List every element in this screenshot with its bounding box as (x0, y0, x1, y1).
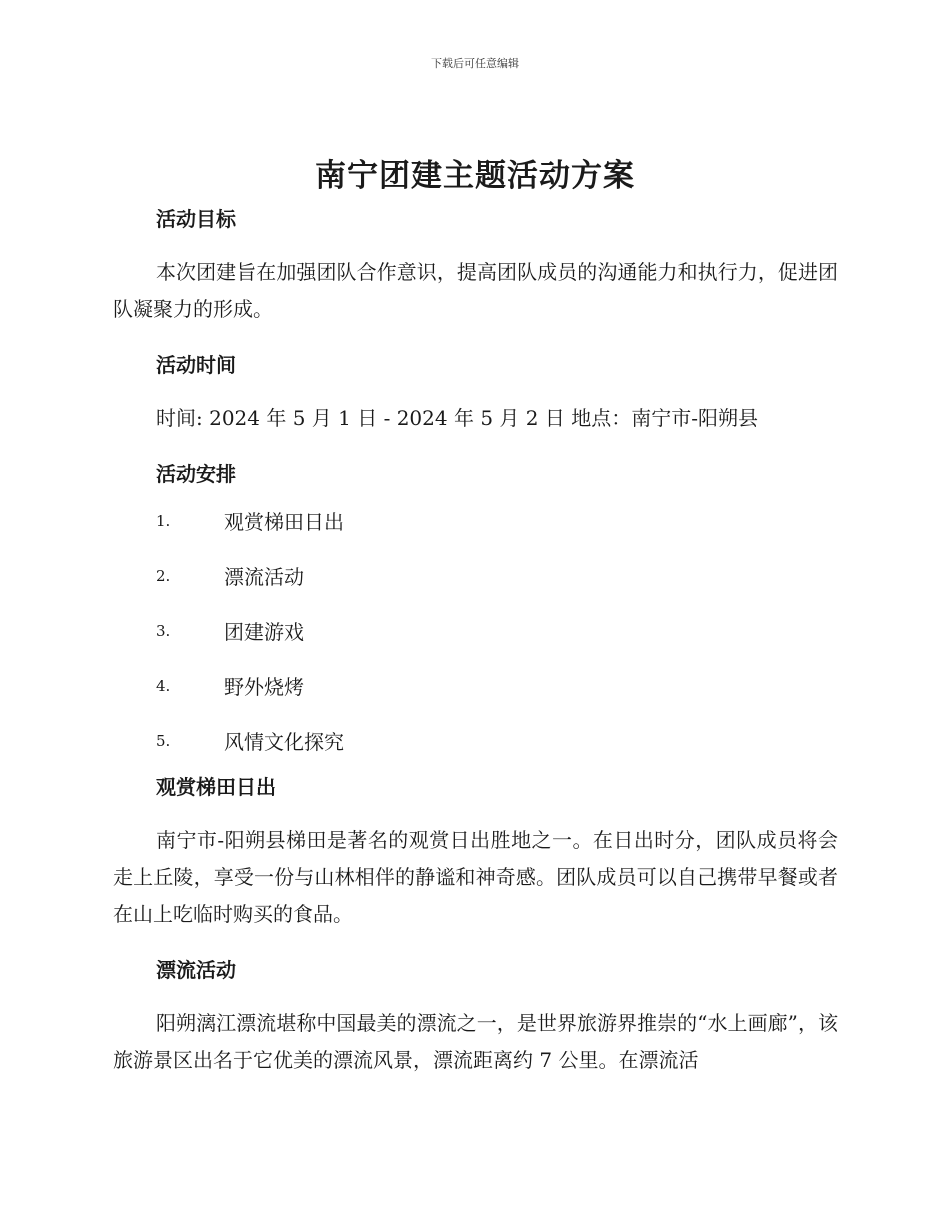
document-body (113, 200, 838, 1079)
paragraph-goal: 本次团建旨在加强团队合作意识，提高团队成员的沟通能力和执行力，促进团队凝聚力的形成。 (113, 260, 838, 321)
list-item-number: 1. (156, 511, 171, 530)
paragraph-sunrise: 南宁市-阳朔县梯田是著名的观赏日出胜地之一。在日出时分，团队成员将会走上丘陵，享受一份与山林相伴的静谧和神奇感。团队成员可以自己携带早餐或者在山上吃临时购买的食品。 (113, 828, 838, 926)
list-item-text: 风情文化探究 (224, 730, 344, 754)
list-item-text: 团建游戏 (224, 620, 304, 644)
list-item (113, 603, 838, 658)
list-item-number: 4. (156, 676, 171, 695)
section-heading-time: 活动时间 (156, 353, 236, 377)
document-title: 南宁团建主题活动方案 (315, 158, 635, 194)
list-item (113, 658, 838, 713)
list-item-number: 2. (156, 566, 171, 585)
header-note: 下载后可任意编辑 (431, 57, 519, 70)
paragraph-rafting: 阳朔漓江漂流堪称中国最美的漂流之一，是世界旅游界推崇的“水上画廊”，该旅游景区出名于它优美的漂流风景，漂流距离约 7 公里。在漂流活 (113, 1011, 838, 1072)
list-item-text: 野外烧烤 (224, 675, 304, 699)
section-heading-rafting: 漂流活动 (156, 958, 236, 982)
list-item-text: 观赏梯田日出 (224, 510, 344, 534)
section-heading-goal: 活动目标 (156, 207, 236, 231)
list-item (113, 713, 838, 768)
list-item (113, 493, 838, 548)
section-heading-schedule: 活动安排 (156, 462, 236, 486)
section-heading-sunrise: 观赏梯田日出 (156, 775, 276, 799)
list-item-number: 3. (156, 621, 171, 640)
list-item-number: 5. (156, 731, 171, 750)
paragraph-time: 时间: 2024 年 5 月 1 日 - 2024 年 5 月 2 日 地点：南宁市-阳朔县 (156, 406, 758, 430)
list-item (113, 548, 838, 603)
schedule-list (113, 493, 838, 768)
list-item-text: 漂流活动 (224, 565, 304, 589)
